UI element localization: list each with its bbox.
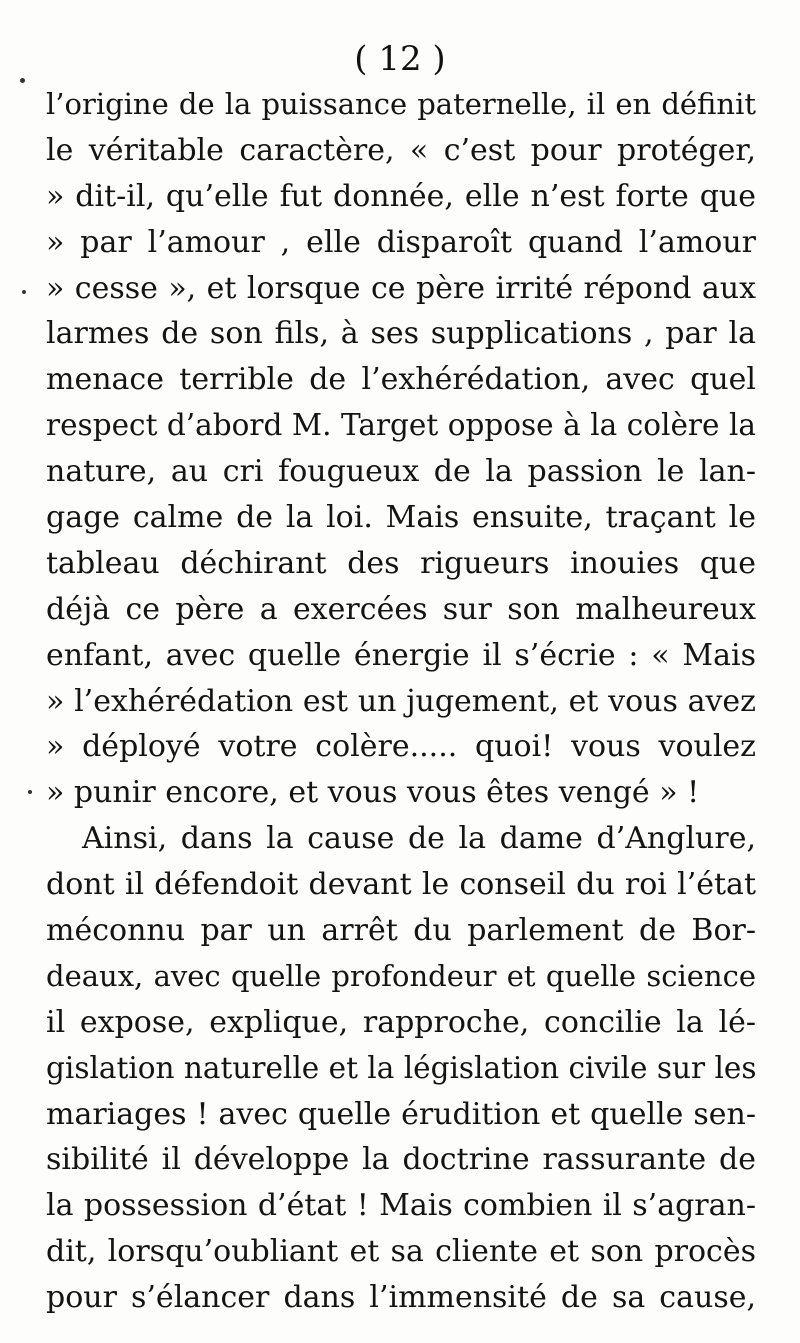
text-line: » cesse », et lorsque ce père irrité répond aux	[46, 270, 756, 306]
text-line: gislation naturelle et la législation civile sur les	[46, 1050, 757, 1085]
text-line: sibilité il développe la doctrine rassurante de	[46, 1142, 756, 1178]
text-line: l’origine de la puissance paternelle, il en définit	[46, 87, 756, 121]
text-line: » l’exhérédation est un jugement, et vous avez	[46, 683, 756, 719]
text-line: gage calme de la loi. Mais ensuite, traçant le	[46, 500, 756, 536]
print-speck	[28, 790, 32, 794]
text-line: » punir encore, et vous vous êtes vengé » !	[46, 775, 700, 811]
text-line: menace terrible de l’exhérédation, avec quel	[46, 362, 756, 398]
text-line: » par l’amour , elle disparoît quand l’amour	[46, 224, 756, 260]
text-line: larmes de son fils, à ses supplications , par la	[46, 316, 756, 352]
text-line: pour s’élancer dans l’immensité de sa cause,	[46, 1280, 756, 1316]
text-line: » déployé votre colère..... quoi! vous voulez	[46, 729, 756, 765]
text-line: » dit-il, qu’elle fut donnée, elle n’est forte que	[46, 178, 756, 214]
text-line: la possession d’état ! Mais combien il s’agran-	[46, 1188, 756, 1224]
text-line: méconnu par un arrêt du parlement de Bor-	[46, 913, 756, 949]
text-line: dont il défendoit devant le conseil du roi l’état	[46, 867, 756, 903]
text-line: deaux, avec quelle profondeur et quelle science	[46, 958, 756, 993]
text-line: le véritable caractère, « c’est pour protéger,	[46, 132, 756, 168]
text-line: Ainsi, dans la cause de la dame d’Anglure,	[82, 821, 756, 857]
text-line: enfant, avec quelle énergie il s’écrie : « Mais	[46, 637, 756, 673]
print-speck	[20, 78, 25, 83]
page-number: ( 12 )	[354, 39, 446, 79]
text-line: respect d’abord M. Target oppose à la colère la	[46, 408, 756, 443]
text-line: déjà ce père a exercées sur son malheureux	[46, 591, 756, 627]
page-body-text	[46, 82, 756, 1321]
text-line: nature, au cri fougueux de la passion le lan-	[46, 454, 756, 490]
text-line: dit, lorsqu’oubliant et sa cliente et son procès	[46, 1234, 756, 1270]
text-line: il expose, explique, rapproche, concilie la lé-	[46, 1004, 756, 1040]
text-line: mariages ! avec quelle érudition et quelle sen-	[46, 1096, 756, 1132]
print-speck	[22, 290, 26, 294]
text-line: tableau déchirant des rigueurs inouies que	[46, 545, 756, 581]
